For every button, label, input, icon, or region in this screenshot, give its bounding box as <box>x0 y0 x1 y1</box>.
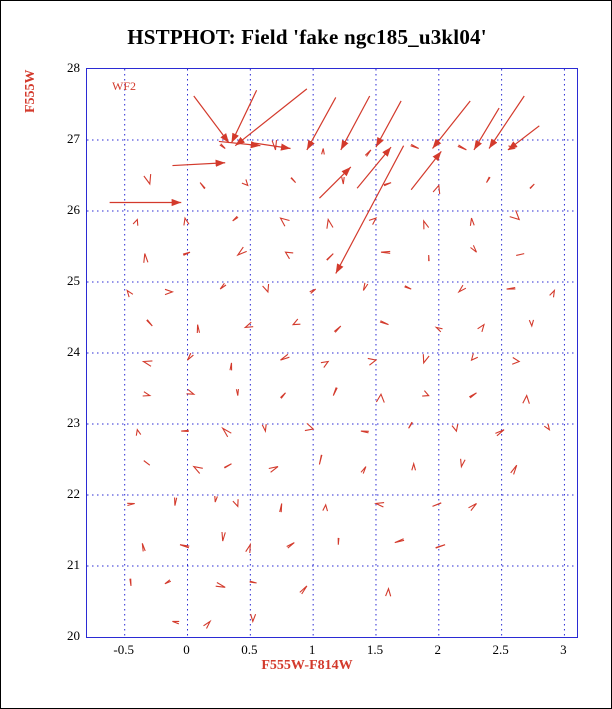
x-tick-label: 0 <box>183 642 190 657</box>
x-tick-label: 2.5 <box>492 642 509 657</box>
x-tick-label: 2 <box>434 642 442 657</box>
y-tick-label: 25 <box>67 273 80 288</box>
gridlines <box>87 69 577 637</box>
scatter-canvas <box>87 69 577 637</box>
y-tick-label: 22 <box>67 486 80 501</box>
chip-annotation: WF2 <box>112 79 136 93</box>
x-tick-label: 3 <box>560 642 567 657</box>
x-tick-label: 0.5 <box>241 642 258 657</box>
y-tick-label: 27 <box>67 131 80 146</box>
y-tick-label: 24 <box>67 344 80 359</box>
x-tick-label: -0.5 <box>113 642 134 657</box>
y-tick-label: 21 <box>67 557 80 572</box>
x-axis-label: F555W-F814W <box>261 658 353 673</box>
data-markers <box>127 140 554 628</box>
page-title: HSTPHOT: Field 'fake ngc185_u3kl04' <box>127 25 487 49</box>
displacement-arrows <box>110 89 540 274</box>
y-tick-label: 23 <box>67 415 80 430</box>
y-tick-label: 26 <box>67 202 80 217</box>
y-axis-label: F555W <box>23 69 38 113</box>
y-tick-label: 20 <box>67 628 80 643</box>
x-tick-label: 1 <box>308 642 316 657</box>
x-tick-label: 1.5 <box>366 642 384 657</box>
plot-area <box>86 68 578 638</box>
y-tick-label: 28 <box>67 60 80 75</box>
